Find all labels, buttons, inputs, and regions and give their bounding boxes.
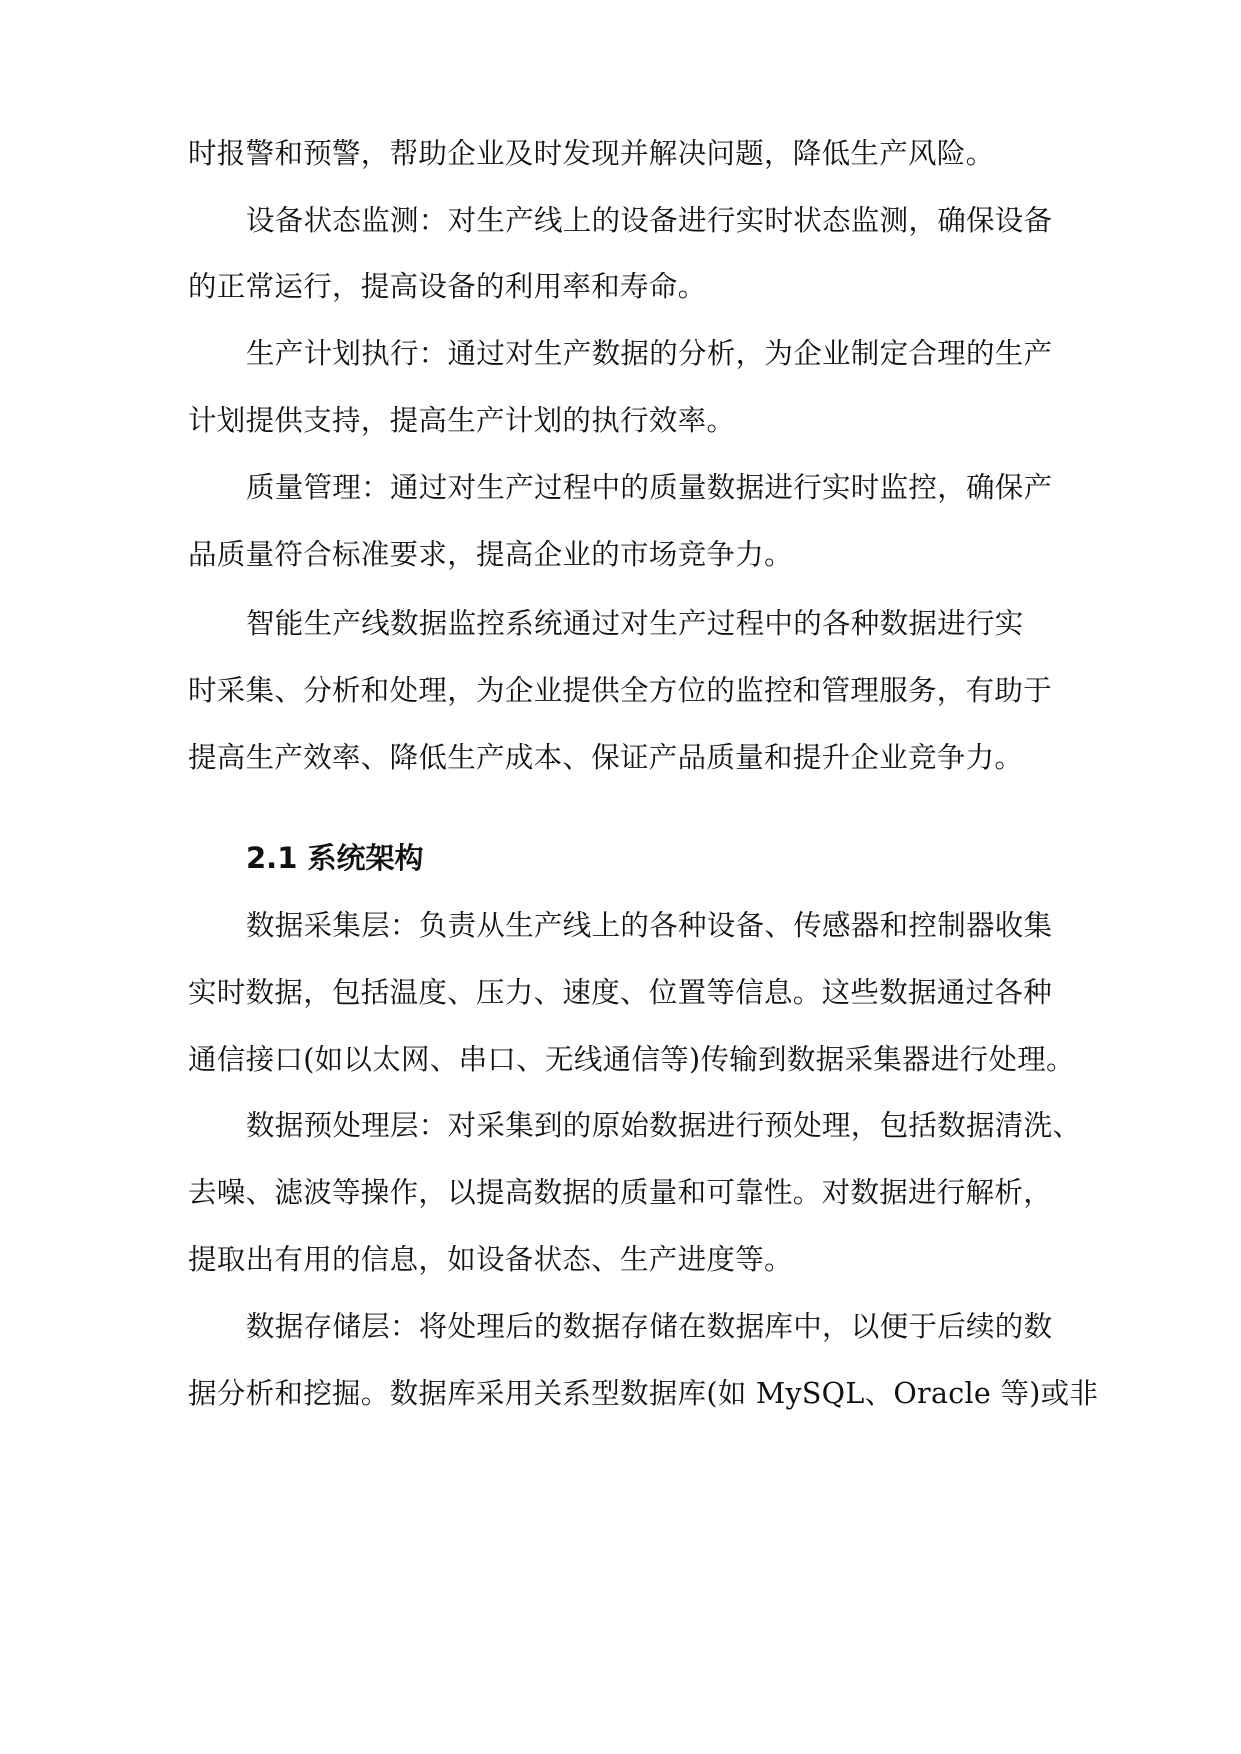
text-line: 提高生产效率、降低生产成本、保证产品质量和提升企业竞争力。 (188, 741, 1024, 774)
paragraph-production-plan: 生产计划执行：通过对生产数据的分析，为企业制定合理的生产 (246, 337, 1053, 370)
paragraph-data-acquisition-layer: 数据采集层：负责从生产线上的各种设备、传感器和控制器收集 (246, 909, 1053, 942)
paragraph-storage-layer: 数据存储层：将处理后的数据存储在数据库中，以便于后续的数 (246, 1310, 1053, 1343)
paragraph-system-summary: 智能生产线数据监控系统通过对生产过程中的各种数据进行实 (246, 607, 1024, 640)
text-line: 去噪、滤波等操作，以提高数据的质量和可靠性。对数据进行解析， (188, 1176, 1053, 1209)
text-line: 计划提供支持，提高生产计划的执行效率。 (188, 404, 736, 437)
paragraph-equipment-monitoring: 设备状态监测：对生产线上的设备进行实时状态监测，确保设备 (246, 204, 1053, 237)
section-heading: 2.1 系统架构 (246, 841, 424, 875)
text-line: 时报警和预警，帮助企业及时发现并解决问题，降低生产风险。 (188, 137, 995, 170)
text-line: 的正常运行，提高设备的利用率和寿命。 (188, 270, 707, 303)
text-line: 品质量符合标准要求，提高企业的市场竞争力。 (188, 538, 793, 571)
paragraph-quality-management: 质量管理：通过对生产过程中的质量数据进行实时监控，确保产 (246, 471, 1053, 504)
text-line: 时采集、分析和处理，为企业提供全方位的监控和管理服务，有助于 (188, 674, 1053, 707)
text-line: 通信接口(如以太网、串口、无线通信等)传输到数据采集器进行处理。 (188, 1043, 1075, 1076)
text-line: 提取出有用的信息，如设备状态、生产进度等。 (188, 1243, 793, 1276)
paragraph-preprocessing-layer: 数据预处理层：对采集到的原始数据进行预处理，包括数据清洗、 (246, 1109, 1082, 1142)
text-line: 据分析和挖掘。数据库采用关系型数据库(如 MySQL、Oracle 等)或非 (188, 1377, 1099, 1410)
text-line: 实时数据，包括温度、压力、速度、位置等信息。这些数据通过各种 (188, 976, 1053, 1009)
